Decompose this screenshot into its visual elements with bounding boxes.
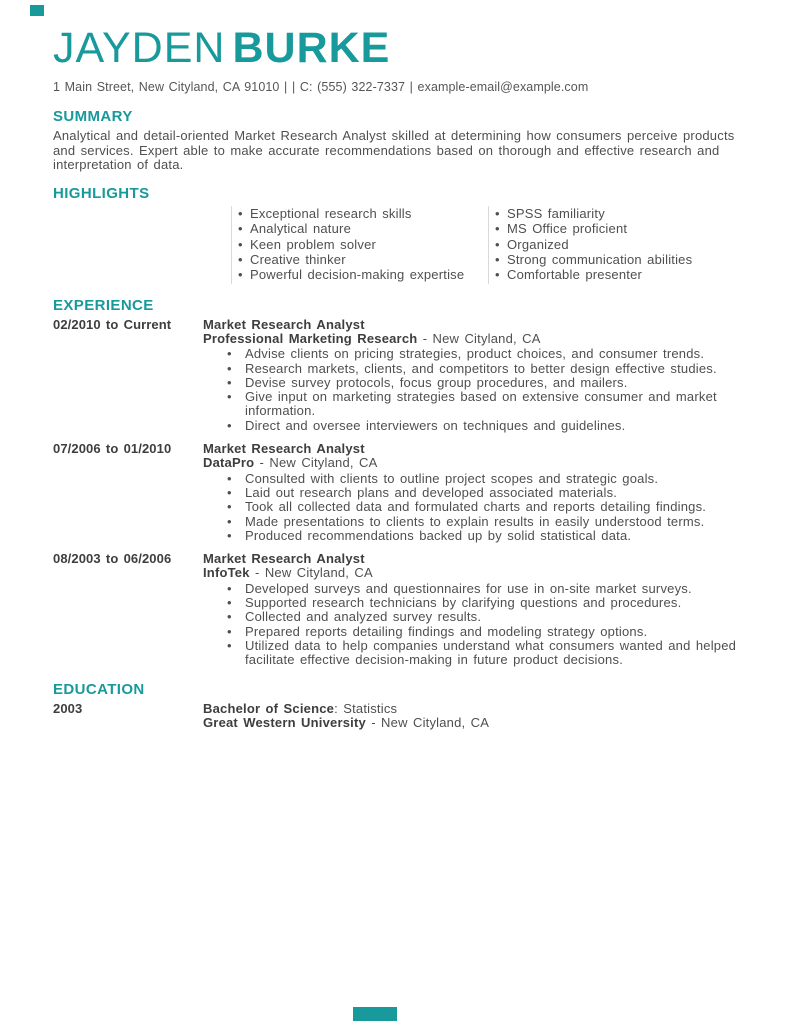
list-item: • Research markets, clients, and competitors to better design effective studies.: [227, 362, 739, 376]
list-item: • Keen problem solver: [232, 238, 488, 252]
list-item: • SPSS familiarity: [489, 207, 745, 221]
list-item: • Powerful decision-making expertise: [232, 268, 488, 282]
list-item: • Creative thinker: [232, 253, 488, 267]
summary-section: [53, 109, 747, 172]
highlights-table: [231, 206, 747, 283]
list-item: • Give input on marketing strategies based on extensive consumer and market information.: [227, 390, 739, 419]
name-title: [53, 26, 747, 71]
school-line: [203, 716, 747, 730]
job-bullet-list: [227, 582, 739, 668]
job-title: Market Research Analyst: [203, 441, 365, 457]
highlights-list-left: [232, 207, 488, 282]
job-bullet-list: [227, 347, 739, 433]
list-item: • Produced recommendations backed up by solid statistical data.: [227, 529, 739, 543]
list-item: • Exceptional research skills: [232, 207, 488, 221]
job-entry: [53, 552, 747, 667]
list-item: • Prepared reports detailing findings and modeling strategy options.: [227, 625, 739, 639]
list-item: • Laid out research plans and developed associated materials.: [227, 486, 739, 500]
list-item: • Took all collected data and formulated charts and reports detailing findings.: [227, 500, 739, 514]
company-name: DataPro: [203, 455, 255, 471]
list-item: • Strong communication abilities: [489, 253, 745, 267]
job-bullet-list: [227, 472, 739, 543]
contact-line: 1 Main Street, New Cityland, CA 91010 | | C: (555) 322-7337 | example-email@example.com: [53, 80, 589, 94]
education-body: [203, 702, 747, 731]
job-body: [203, 318, 747, 433]
summary-heading: SUMMARY: [53, 108, 133, 126]
list-item: • Developed surveys and questionnaires for use in on-site market surveys.: [227, 582, 739, 596]
job-body: [203, 552, 747, 667]
degree-detail: : Statistics: [334, 700, 398, 716]
list-item: • Devise survey protocols, focus group procedures, and mailers.: [227, 376, 739, 390]
highlights-section: [53, 186, 747, 283]
list-item: • Made presentations to clients to explain results in easily understood terms.: [227, 515, 739, 529]
list-item: • Supported research technicians by clarifying questions and procedures.: [227, 596, 739, 610]
job-dates: 02/2010 to Current: [53, 316, 172, 332]
job-entry: [53, 318, 747, 433]
company-location: - New Cityland, CA: [254, 455, 378, 471]
job-company-line: [203, 332, 747, 346]
job-dates: 07/2006 to 01/2010: [53, 441, 172, 457]
education-entry: [53, 702, 747, 731]
job-company-line: [203, 566, 747, 580]
list-item: • MS Office proficient: [489, 222, 745, 236]
list-item: • Analytical nature: [232, 222, 488, 236]
highlights-column-left: [231, 206, 488, 283]
list-item: • Utilized data to help companies understand what consumers wanted and helped facilitate effective decision-making in future product decisions.: [227, 639, 739, 668]
list-item: • Organized: [489, 238, 745, 252]
company-location: - New Cityland, CA: [417, 330, 541, 346]
job-company-line: [203, 456, 747, 470]
experience-heading: EXPERIENCE: [53, 296, 154, 314]
summary-text: Analytical and detail-oriented Market Research Analyst skilled at determining how consumers perceive products and services. Expert able to make accurate recommendations based on thorough and effective research and interpretation of data.: [53, 128, 735, 172]
job-dates: 08/2003 to 06/2006: [53, 551, 172, 567]
education-section: [53, 682, 747, 731]
first-name: JAYDEN: [53, 24, 226, 72]
school-location: - New Cityland, CA: [365, 714, 490, 730]
job-title: Market Research Analyst: [203, 316, 365, 332]
degree-line: [203, 702, 747, 716]
highlights-column-right: [488, 206, 745, 283]
company-name: Professional Marketing Research: [203, 330, 418, 346]
highlights-heading: HIGHLIGHTS: [53, 185, 150, 203]
experience-section: [53, 298, 747, 668]
list-item: • Consulted with clients to outline project scopes and strategic goals.: [227, 472, 739, 486]
highlights-list-right: [489, 207, 745, 282]
corner-accent-icon: [30, 5, 44, 16]
list-item: • Comfortable presenter: [489, 268, 745, 282]
resume-header: [53, 26, 747, 94]
company-location: - New Cityland, CA: [249, 565, 373, 581]
education-year: 2003: [53, 700, 83, 716]
education-heading: EDUCATION: [53, 680, 145, 698]
page-footer-accent-icon: [353, 1007, 397, 1021]
list-item: • Collected and analyzed survey results.: [227, 610, 739, 624]
job-title: Market Research Analyst: [203, 551, 365, 567]
degree-name: Bachelor of Science: [203, 700, 335, 716]
company-name: InfoTek: [203, 565, 250, 581]
last-name: BURKE: [232, 24, 391, 72]
job-entry: [53, 442, 747, 543]
list-item: • Direct and oversee interviewers on techniques and guidelines.: [227, 419, 739, 433]
list-item: • Advise clients on pricing strategies, product choices, and consumer trends.: [227, 347, 739, 361]
school-name: Great Western University: [203, 714, 366, 730]
job-body: [203, 442, 747, 543]
